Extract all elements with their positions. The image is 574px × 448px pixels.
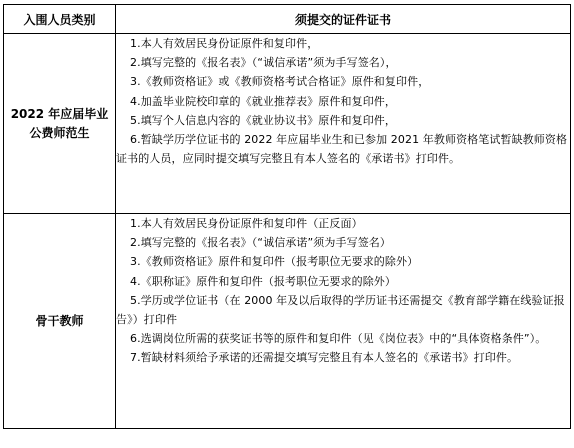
category-cell	[4, 214, 116, 429]
documents-cell	[116, 34, 571, 214]
category-label-line2: 公费师范生	[29, 125, 90, 140]
list-item: 5.填写个人信息内容的《就业协议书》原件和复印件，	[130, 113, 396, 127]
list-item: 6.选调岗位所需的获奖证书等的原件和复印件（见《岗位表》中的“具体资格条件”）。	[130, 332, 547, 346]
category-cell	[4, 34, 116, 214]
list-item: 6.暂缺学历学位证书的 2022 年应届毕业生和已参加 2021 年教师资格笔试暂缺教师资格证书的人员，应同时提交填写完整且有本人签名的《承诺书》打印件。	[116, 133, 568, 166]
requirement-list	[116, 34, 570, 168]
list-item: 4.加盖毕业院校印章的《就业推荐表》原件和复印件，	[130, 94, 396, 108]
table-row	[4, 34, 571, 214]
header-documents: 须提交的证件证书	[116, 5, 571, 34]
requirements-table	[3, 4, 571, 429]
category-label-line1: 骨干教师	[35, 313, 84, 328]
list-item: 2.填写完整的《报名表》（“诚信承诺”须为手写签名），	[130, 56, 397, 70]
requirement-list	[116, 214, 570, 368]
list-item: 7.暂缺材料须给予承诺的还需提交填写完整且有本人签名的《承诺书》打印件。	[130, 351, 519, 365]
list-item: 3.《教师资格证》或《教师资格考试合格证》原件和复印件，	[130, 75, 430, 89]
category-label-line1: 2022 年应届毕业	[10, 106, 109, 121]
table-row	[4, 214, 571, 429]
list-item: 5.学历或学位证书（在 2000 年及以后取得的学历证书还需提交《教育部学籍在线验证报告》）打印件	[116, 293, 565, 327]
list-item: 3.《教师资格证》原件和复印件（报考职位无要求的除外）	[130, 255, 419, 269]
list-item: 1.本人有效居民身份证原件和复印件，	[130, 37, 319, 50]
list-item: 1.本人有效居民身份证原件和复印件（正反面）	[130, 217, 363, 230]
header-category: 入围人员类别	[4, 5, 116, 34]
header-row	[4, 5, 571, 34]
documents-cell	[116, 214, 571, 429]
list-item: 4.《职称证》原件和复印件（报考职位无要求的除外）	[130, 274, 396, 288]
list-item: 2.填写完整的《报名表》（“诚信承诺”须为手写签名）	[130, 236, 391, 250]
